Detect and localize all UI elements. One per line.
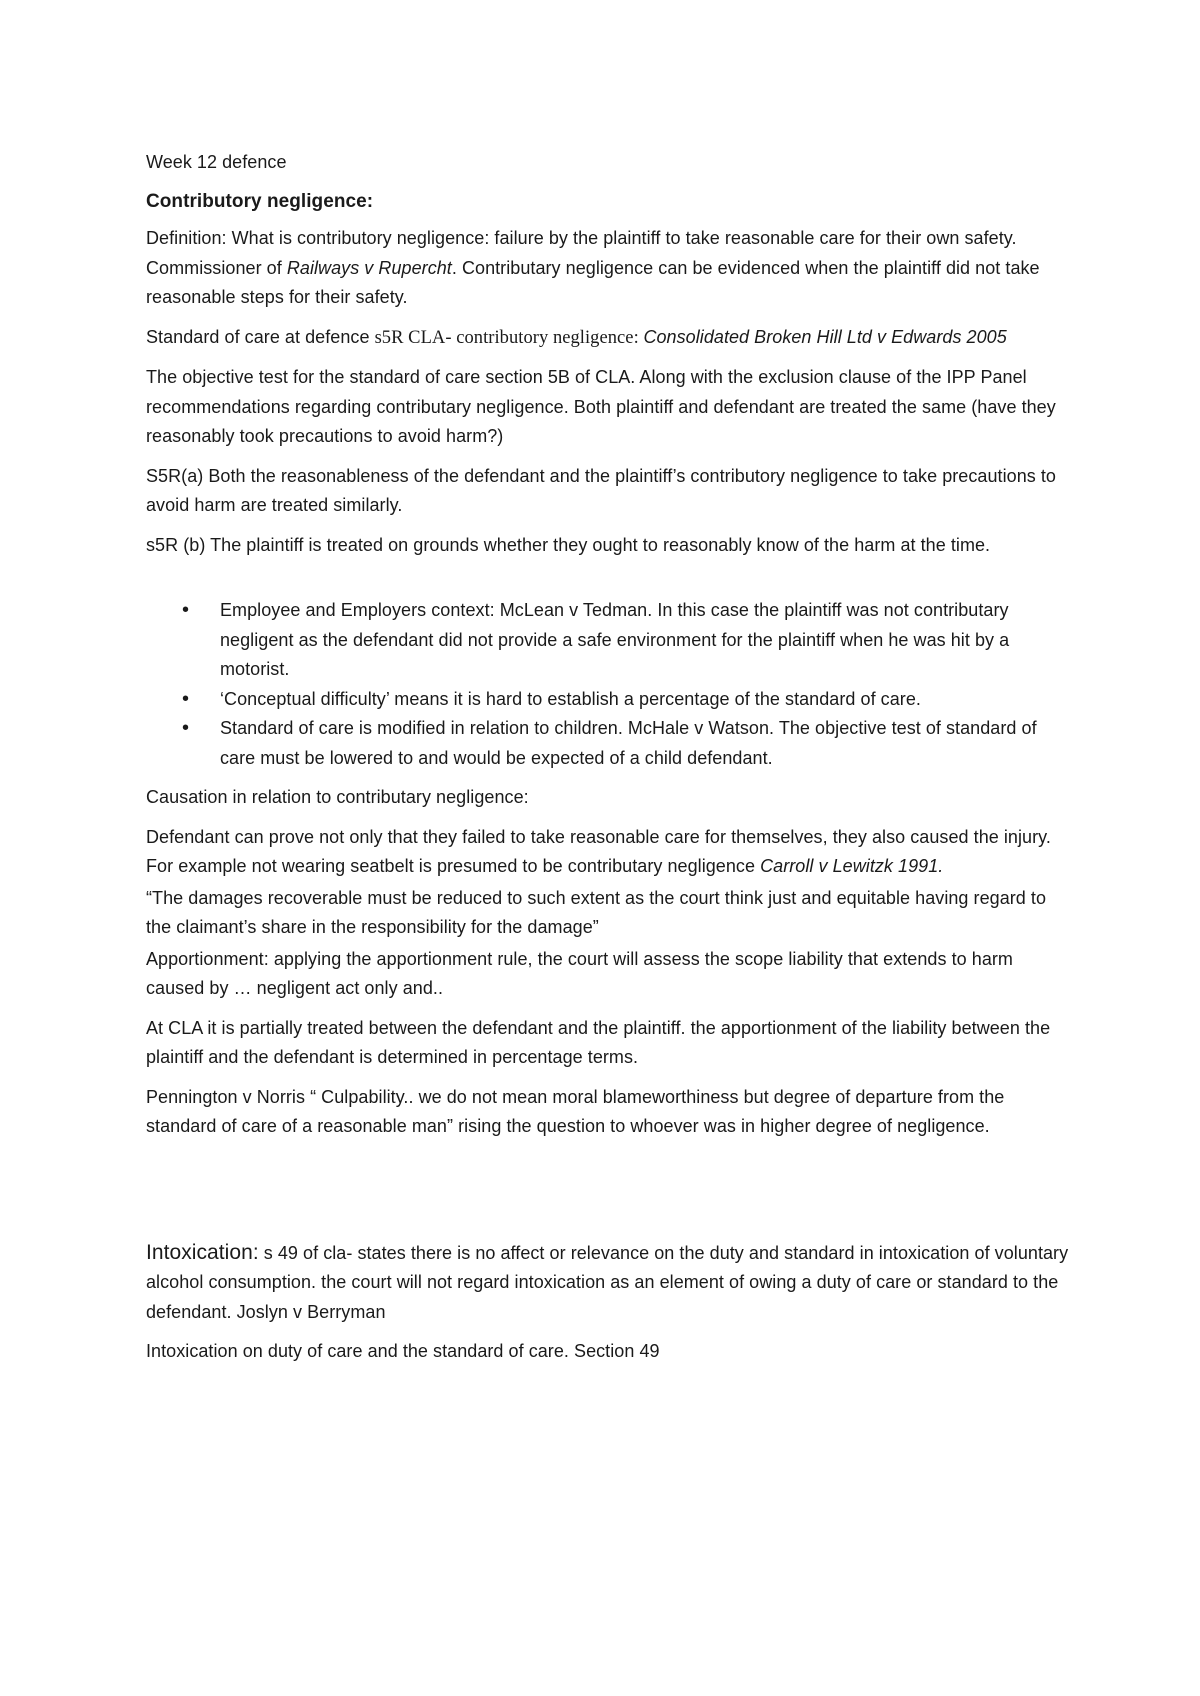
list-item: • Employee and Employers context: McLean v Tedman. In this case the plaintiff was not contributary negligent as the defendant did not provide a safe environment for the plaintiff when he was hit by a motorist.: [146, 596, 1076, 685]
paragraph-standard-of-care: [146, 323, 1076, 354]
paragraph-objective-test: The objective test for the standard of care section 5B of CLA. Along with the exclusion clause of the IPP Panel recommendations regarding contributary negligence. Both plaintiff and defendant are treated the same (have they reasonably took precautions to avoid harm?): [146, 367, 1056, 446]
text-run: Standard of care at defence: [146, 326, 375, 347]
text-run-serif: s5R CLA- contributory negligence:: [374, 327, 644, 348]
text-run: . Contributary negligence can be evidenced when the plaintiff did not take reasonable steps for their safety.: [146, 257, 1040, 307]
text-run: s 49 of cla- states there is no affect or relevance on the duty and standard in intoxication of voluntary alcohol consumption. the court will not regard intoxication as an element of owing a duty of care or standard to the defendant. Joslyn v Berryman: [146, 1242, 1069, 1322]
text-run: Defendant can prove not only that they failed to take reasonable care for themselves, they also caused the injury. For example not wearing seatbelt is presumed to be contributary negligence: [146, 826, 1051, 876]
paragraph-definition: [146, 224, 1076, 313]
paragraph-damages-quote: “The damages recoverable must be reduced to such extent as the court think just and equitable having regard to the claimant’s share in the responsibility for the damage”: [146, 887, 1047, 937]
heading-intoxication: Intoxication:: [146, 1240, 259, 1264]
list-item: • Standard of care is modified in relation to children. McHale v Watson. The objective test of standard of care must be lowered to and would be expected of a child defendant.: [146, 714, 1076, 773]
list-item: • ‘Conceptual difficulty’ means it is hard to establish a percentage of the standard of care.: [146, 685, 1076, 715]
bullet-list: [146, 596, 1076, 773]
paragraph-intoxication: [146, 1238, 1076, 1328]
paragraph-defendant-proof: [146, 823, 1076, 882]
case-name: Railways v Rupercht: [286, 257, 452, 278]
paragraph-pennington: Pennington v Norris “ Culpability.. we do not mean moral blameworthiness but degree of departure from the standard of care of a reasonable man” rising the question to whoever was in higher degree of negligence.: [146, 1086, 1005, 1136]
paragraph-s5r-a: S5R(a) Both the reasonableness of the defendant and the plaintiff’s contributory negligence to take precautions to avoid harm are treated similarly.: [146, 465, 1056, 515]
document-page: [146, 148, 1076, 1377]
paragraph-apportionment: Apportionment: applying the apportionment rule, the court will assess the scope liability that extends to harm caused by … negligent act only and..: [146, 948, 1013, 998]
text-run: Definition: What is contributory negligence: failure by the plaintiff to take reasonable care for their own safety. Commissioner of: [146, 228, 1017, 278]
document-title: Week 12 defence: [146, 152, 287, 172]
paragraph-cla-partial: At CLA it is partially treated between the defendant and the plaintiff. the apportionment of the liability between the plaintiff and the defendant is determined in percentage terms.: [146, 1017, 1051, 1067]
case-name: Consolidated Broken Hill Ltd v Edwards 2005: [643, 326, 1007, 347]
paragraph-causation: Causation in relation to contributary negligence:: [146, 787, 529, 807]
case-name: Carroll v Lewitzk 1991.: [760, 856, 944, 876]
paragraph-s5r-b: s5R (b) The plaintiff is treated on grounds whether they ought to reasonably know of the harm at the time.: [146, 534, 991, 555]
heading-contributory-negligence: Contributory negligence:: [146, 190, 374, 212]
paragraph-intoxication-section: Intoxication on duty of care and the standard of care. Section 49: [146, 1341, 660, 1361]
